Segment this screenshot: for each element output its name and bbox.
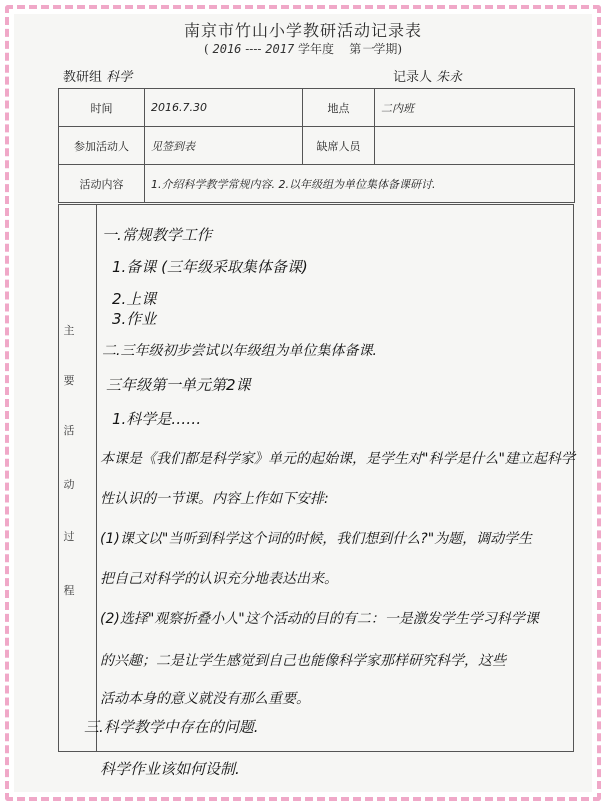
process-line: 1.科学是…… xyxy=(112,410,202,428)
side-char: 动 xyxy=(63,478,75,491)
absent-value xyxy=(375,127,575,165)
process-line: 1.备课 (三年级采取集体备课) xyxy=(112,258,308,276)
process-line: 性认识的一节课。内容上作如下安排: xyxy=(100,491,329,507)
recorder-label: 记录人 xyxy=(393,70,433,85)
school-year-line xyxy=(0,40,606,57)
participants-value: 见签到表 xyxy=(145,127,303,165)
row-content xyxy=(59,165,575,203)
time-value: 2016.7.30 xyxy=(145,89,303,127)
process-line: (2)选择"观察折叠小人"这个活动的目的有二：一是激发学生学习科学课 xyxy=(100,611,539,627)
year-label: 学年度 xyxy=(298,42,335,56)
process-line: 2.上课 xyxy=(112,290,157,308)
process-line: 三年级第一单元第2课 xyxy=(106,376,251,394)
page-title: 南京市竹山小学教研活动记录表 xyxy=(183,21,422,40)
process-line: 科学作业该如何设制. xyxy=(100,760,240,778)
recorder-value: 朱永 xyxy=(436,70,463,85)
process-line: (1)课文以"当听到科学这个词的时候，我们想到什么?"为题，调动学生 xyxy=(100,531,533,547)
process-divider xyxy=(96,204,97,752)
participants-label: 参加活动人 xyxy=(59,127,145,165)
place-value: 二内班 xyxy=(375,89,575,127)
side-char: 要 xyxy=(63,374,75,387)
side-char: 活 xyxy=(63,424,75,437)
side-char: 主 xyxy=(63,324,75,337)
process-line: 本课是《我们都是科学家》单元的起始课，是学生对"科学是什么"建立起科学 xyxy=(100,451,575,467)
content-value: 1.介绍科学教学常规内容. 2.以年级组为单位集体备课研讨. xyxy=(145,165,575,203)
process-line: 三.科学教学中存在的问题. xyxy=(84,718,259,736)
term-suffix: 学期) xyxy=(373,42,403,56)
year-dash: ---- xyxy=(245,42,262,56)
side-char: 程 xyxy=(63,584,75,597)
open-paren: ( xyxy=(203,42,209,56)
group-label: 教研组 xyxy=(63,70,103,85)
row-participants xyxy=(59,127,575,165)
group-field xyxy=(63,66,132,85)
row-time-place xyxy=(59,89,575,127)
process-line: 活动本身的意义就没有那么重要。 xyxy=(100,691,310,707)
process-line: 的兴趣；二是让学生感觉到自己也能像科学家那样研究科学，这些 xyxy=(100,653,506,669)
year-end: 2017 xyxy=(265,42,295,56)
process-line: 把自己对科学的认识充分地表达出来。 xyxy=(100,571,338,587)
process-line: 3.作业 xyxy=(112,310,157,328)
year-start: 2016 xyxy=(212,42,242,56)
recorder-field xyxy=(393,66,462,85)
time-label: 时间 xyxy=(59,89,145,127)
absent-label: 缺席人员 xyxy=(303,127,375,165)
place-label: 地点 xyxy=(303,89,375,127)
record-form-table xyxy=(58,88,575,203)
process-line: 一.常规教学工作 xyxy=(102,226,212,244)
process-line: 二.三年级初步尝试以年级组为单位集体备课. xyxy=(102,343,377,359)
term-prefix: 第 xyxy=(349,42,362,56)
content-label: 活动内容 xyxy=(59,165,145,203)
side-char: 过 xyxy=(63,530,75,543)
term-value: 一 xyxy=(361,42,374,56)
group-value: 科学 xyxy=(106,70,133,85)
